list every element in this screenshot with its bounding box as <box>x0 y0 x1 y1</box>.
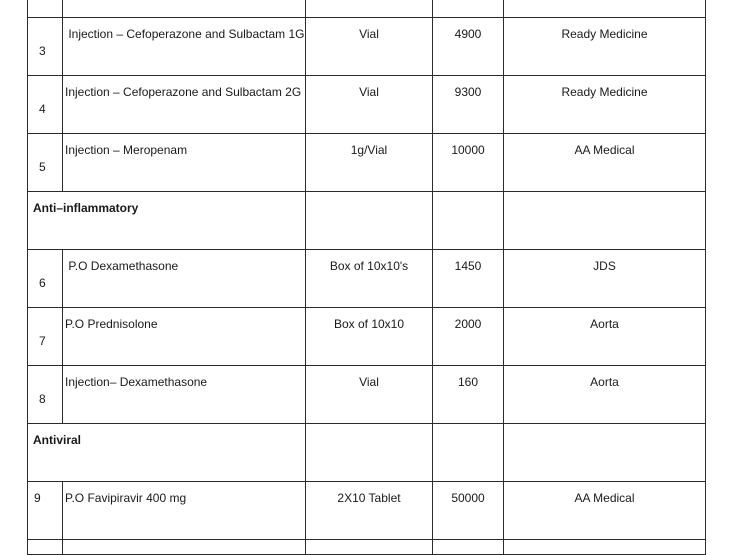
row-number: 4 <box>28 76 63 134</box>
unit-cell: Box of 10x10 <box>306 308 433 366</box>
medicine-name: Injection – Cefoperazone and Sulbactam 1G <box>63 18 306 76</box>
category-row <box>28 192 706 250</box>
supplier-cell: Ready Medicine <box>504 76 706 134</box>
quantity-cell: 10000 <box>433 134 504 192</box>
table-row-partial-top <box>28 0 706 18</box>
table-row <box>28 482 706 540</box>
row-number: 3 <box>28 18 63 76</box>
table-row <box>28 250 706 308</box>
row-number: 8 <box>28 366 63 424</box>
quantity-cell: 160 <box>433 366 504 424</box>
supplier-cell: JDS <box>504 250 706 308</box>
unit-cell: 2X10 Tablet <box>306 482 433 540</box>
medicine-name: Injection– Dexamethasone <box>63 366 306 424</box>
medicine-name: P.O Dexamethasone <box>63 250 306 308</box>
medicine-name: Injection – Meropenam <box>63 134 306 192</box>
unit-cell: Box of 10x10's <box>306 250 433 308</box>
unit-cell: 1g/Vial <box>306 134 433 192</box>
medicine-name: Injection – Cefoperazone and Sulbactam 2G <box>63 76 306 134</box>
unit-cell: Vial <box>306 76 433 134</box>
supplier-cell: Ready Medicine <box>504 18 706 76</box>
table-row <box>28 366 706 424</box>
medicine-name: P.O Prednisolone <box>63 308 306 366</box>
supplier-cell: AA Medical <box>504 134 706 192</box>
table-row-partial-bottom <box>28 540 706 555</box>
quantity-cell: 1450 <box>433 250 504 308</box>
unit-cell: Vial <box>306 366 433 424</box>
row-number: 6 <box>28 250 63 308</box>
supplier-cell: Aorta <box>504 366 706 424</box>
table-row <box>28 18 706 76</box>
quantity-cell: 9300 <box>433 76 504 134</box>
unit-cell: Vial <box>306 18 433 76</box>
category-row <box>28 424 706 482</box>
table-row <box>28 308 706 366</box>
row-number: 9 <box>28 482 63 540</box>
table-row <box>28 134 706 192</box>
category-label: Anti–inflammatory <box>28 192 306 250</box>
supplier-cell: AA Medical <box>504 482 706 540</box>
supplier-cell: Aorta <box>504 308 706 366</box>
quantity-cell: 2000 <box>433 308 504 366</box>
quantity-cell: 50000 <box>433 482 504 540</box>
category-label: Antiviral <box>28 424 306 482</box>
row-number: 7 <box>28 308 63 366</box>
medicine-name: P.O Favipiravir 400 mg <box>63 482 306 540</box>
quantity-cell: 4900 <box>433 18 504 76</box>
row-number: 5 <box>28 134 63 192</box>
table-row <box>28 76 706 134</box>
medicine-table <box>27 0 706 555</box>
